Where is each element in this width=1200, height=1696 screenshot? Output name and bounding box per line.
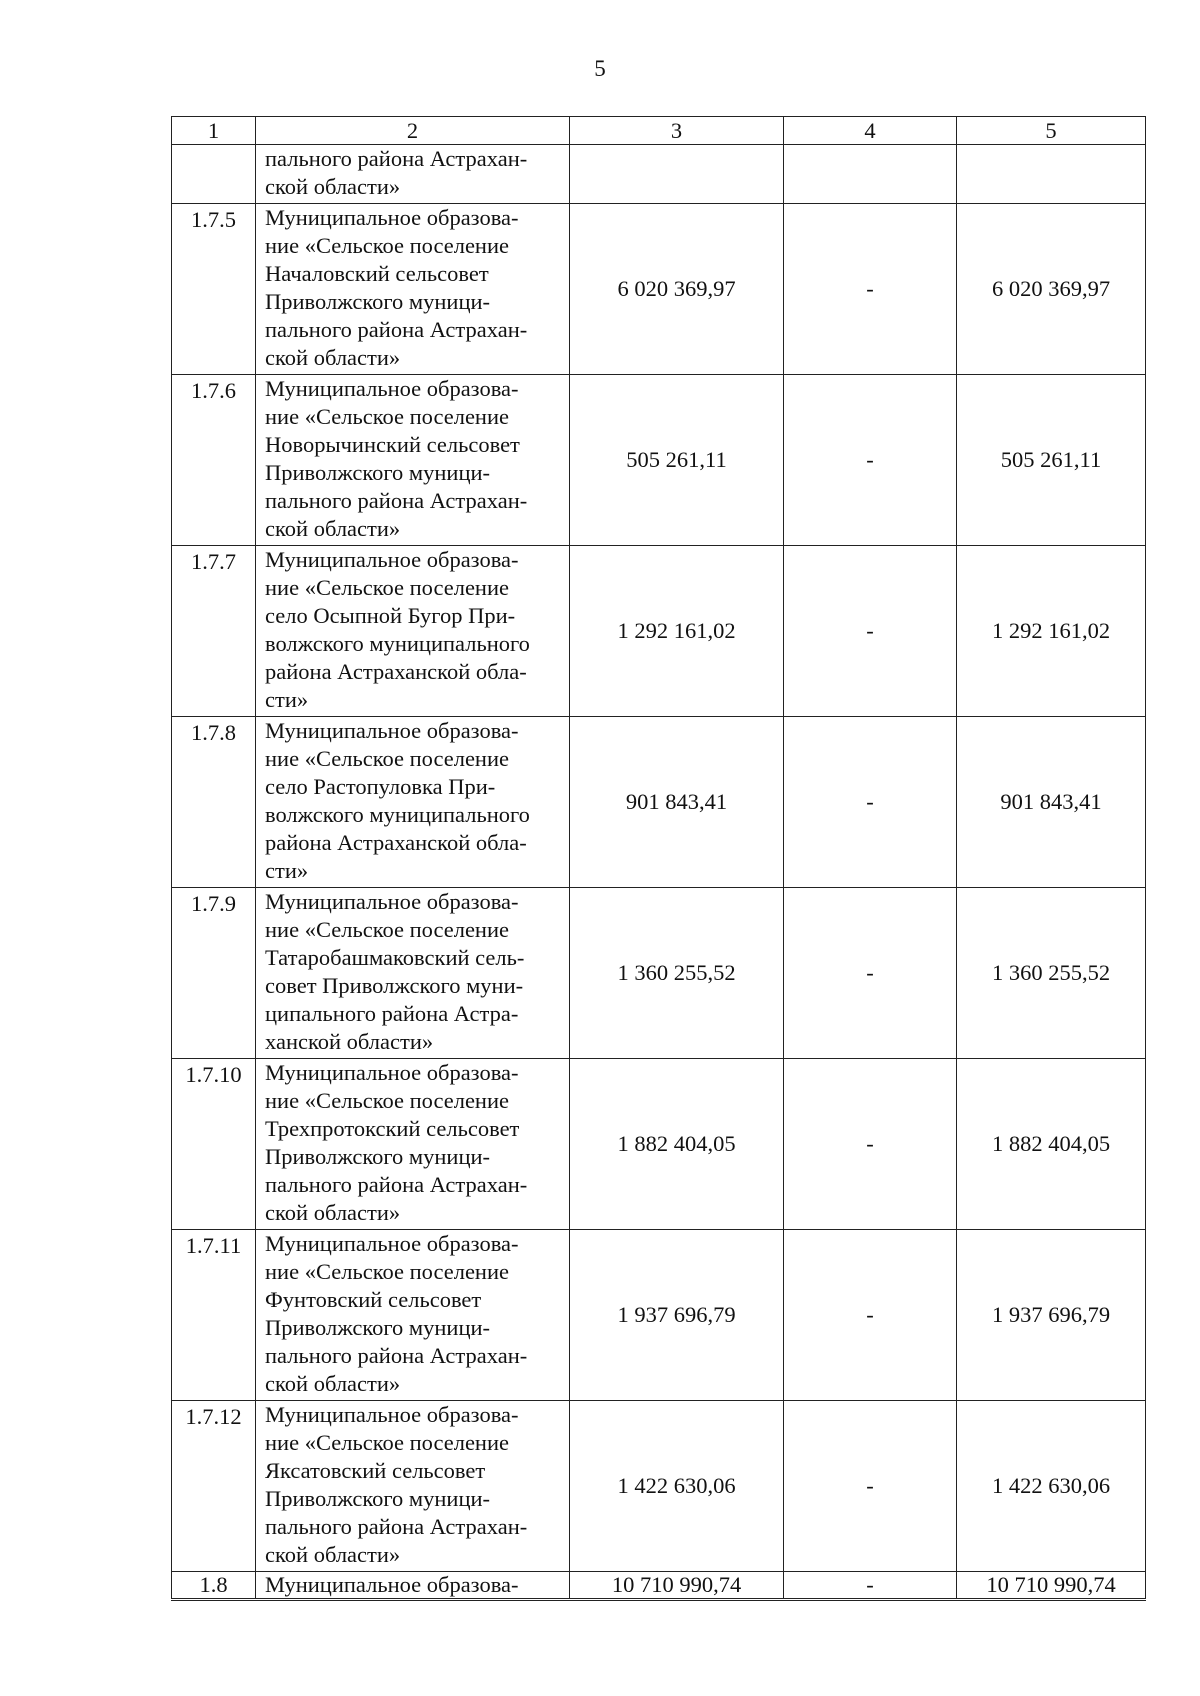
name-line: пального района Астрахан-	[265, 1514, 528, 1539]
row-col5-cell: 1 292 161,02	[957, 546, 1146, 717]
name-line: пального района Астрахан-	[265, 1172, 528, 1197]
header-cell-2: 2	[256, 117, 570, 145]
row-name-cell	[256, 546, 570, 717]
row-col4-cell: -	[784, 717, 957, 888]
row-number-cell: 1.7.7	[172, 546, 256, 717]
row-name-cell	[256, 1059, 570, 1230]
name-line: района Астраханской обла-	[265, 830, 527, 855]
name-line: Муниципальное образова-	[265, 205, 519, 230]
name-line: ние «Сельское поселение	[265, 575, 509, 600]
row-name-cell	[256, 1401, 570, 1572]
name-line: ние «Сельское поселение	[265, 404, 509, 429]
name-line: село Растопуловка При-	[265, 774, 496, 799]
row-number-cell: 1.7.5	[172, 204, 256, 375]
name-line: ской области»	[265, 174, 401, 199]
row-col4-cell: -	[784, 1059, 957, 1230]
row-number-cell: 1.8	[172, 1572, 256, 1600]
name-line: Фунтовский сельсовет	[265, 1287, 482, 1312]
name-line: ние «Сельское поселение	[265, 1088, 509, 1113]
name-line: Новорычинский сельсовет	[265, 432, 520, 457]
name-line: Муниципальное образова-	[265, 547, 519, 572]
table-row	[172, 546, 1146, 717]
name-line: ние «Сельское поселение	[265, 233, 509, 258]
name-line: ципального района Астра-	[265, 1001, 519, 1026]
row-col5-cell: 505 261,11	[957, 375, 1146, 546]
name-line: пального района Астрахан-	[265, 146, 528, 171]
row-col3-cell: 10 710 990,74	[570, 1572, 784, 1600]
row-col3-cell: 1 937 696,79	[570, 1230, 784, 1401]
row-number-cell: 1.7.9	[172, 888, 256, 1059]
name-line: Муниципальное образова-	[265, 1402, 519, 1427]
table-body	[172, 117, 1146, 1600]
row-col4-cell: -	[784, 1401, 957, 1572]
row-name-cell	[256, 375, 570, 546]
header-cell-1: 1	[172, 117, 256, 145]
name-line: Приволжского муници-	[265, 460, 491, 485]
name-line: Муниципальное образова-	[265, 889, 519, 914]
row-col5-cell: 1 360 255,52	[957, 888, 1146, 1059]
name-line: Татаробашмаковский сель-	[265, 945, 525, 970]
name-line: района Астраханской обла-	[265, 659, 527, 684]
row-name-cell	[256, 717, 570, 888]
row-name-cell	[256, 1230, 570, 1401]
name-line: ние «Сельское поселение	[265, 1259, 509, 1284]
row-col4-cell: -	[784, 546, 957, 717]
row-col5-cell: 10 710 990,74	[957, 1572, 1146, 1600]
row-number-cell: 1.7.10	[172, 1059, 256, 1230]
name-line: Муниципальное образова-	[265, 1572, 519, 1597]
row-col3-cell: 1 292 161,02	[570, 546, 784, 717]
header-cell-3: 3	[570, 117, 784, 145]
row-number-cell: 1.7.8	[172, 717, 256, 888]
name-line: ской области»	[265, 516, 401, 541]
row-number-cell	[172, 145, 256, 204]
row-col4-cell: -	[784, 1572, 957, 1600]
table-row	[172, 717, 1146, 888]
row-number-cell: 1.7.6	[172, 375, 256, 546]
page-number: 5	[594, 56, 606, 81]
name-line: совет Приволжского муни-	[265, 973, 524, 998]
row-col3-cell: 1 360 255,52	[570, 888, 784, 1059]
row-col5-cell: 1 937 696,79	[957, 1230, 1146, 1401]
name-line: Муниципальное образова-	[265, 1060, 519, 1085]
continuation-row	[172, 145, 1146, 204]
name-line: ской области»	[265, 345, 401, 370]
name-line: ханской области»	[265, 1029, 434, 1054]
name-line: ской области»	[265, 1371, 401, 1396]
table-row-last	[172, 1572, 1146, 1600]
row-name-cell	[256, 1572, 570, 1600]
row-name-cell	[256, 145, 570, 204]
name-line: Приволжского муници-	[265, 1315, 491, 1340]
row-col5-cell: 1 882 404,05	[957, 1059, 1146, 1230]
name-line: ской области»	[265, 1542, 401, 1567]
row-col5-cell: 901 843,41	[957, 717, 1146, 888]
name-line: Трехпротокский сельсовет	[265, 1116, 520, 1141]
table-row	[172, 204, 1146, 375]
table-row	[172, 375, 1146, 546]
header-cell-5: 5	[957, 117, 1146, 145]
name-line: село Осыпной Бугор При-	[265, 603, 516, 628]
row-col3-cell: 505 261,11	[570, 375, 784, 546]
name-line: пального района Астрахан-	[265, 1343, 528, 1368]
name-line: пального района Астрахан-	[265, 317, 528, 342]
name-line: пального района Астрахан-	[265, 488, 528, 513]
header-cell-4: 4	[784, 117, 957, 145]
row-col4-cell: -	[784, 204, 957, 375]
row-col4-cell: -	[784, 888, 957, 1059]
name-line: Приволжского муници-	[265, 1486, 491, 1511]
row-col3-cell: 1 422 630,06	[570, 1401, 784, 1572]
table-row	[172, 1059, 1146, 1230]
row-col3-cell: 901 843,41	[570, 717, 784, 888]
name-line: волжского муниципального	[265, 802, 530, 827]
row-name-cell	[256, 888, 570, 1059]
name-line: Муниципальное образова-	[265, 1231, 519, 1256]
row-number-cell: 1.7.12	[172, 1401, 256, 1572]
name-line: ние «Сельское поселение	[265, 746, 509, 771]
row-name-cell	[256, 204, 570, 375]
name-line: ние «Сельское поселение	[265, 917, 509, 942]
row-number-cell: 1.7.11	[172, 1230, 256, 1401]
table-header-row	[172, 117, 1146, 145]
name-line: Началовский сельсовет	[265, 261, 489, 286]
table-row	[172, 1230, 1146, 1401]
name-line: Яксатовский сельсовет	[265, 1458, 486, 1483]
name-line: сти»	[265, 858, 309, 883]
name-line: Приволжского муници-	[265, 1144, 491, 1169]
row-col3-cell	[570, 145, 784, 204]
row-col4-cell	[784, 145, 957, 204]
row-col4-cell: -	[784, 1230, 957, 1401]
row-col5-cell: 6 020 369,97	[957, 204, 1146, 375]
row-col3-cell: 1 882 404,05	[570, 1059, 784, 1230]
row-col3-cell: 6 020 369,97	[570, 204, 784, 375]
budget-table	[171, 116, 1146, 1601]
table-row	[172, 888, 1146, 1059]
row-col5-cell: 1 422 630,06	[957, 1401, 1146, 1572]
name-line: сти»	[265, 687, 309, 712]
row-col4-cell: -	[784, 375, 957, 546]
name-line: Муниципальное образова-	[265, 376, 519, 401]
row-col5-cell	[957, 145, 1146, 204]
name-line: ской области»	[265, 1200, 401, 1225]
table-row	[172, 1401, 1146, 1572]
name-line: Приволжского муници-	[265, 289, 491, 314]
name-line: волжского муниципального	[265, 631, 530, 656]
name-line: ние «Сельское поселение	[265, 1430, 509, 1455]
name-line: Муниципальное образова-	[265, 718, 519, 743]
